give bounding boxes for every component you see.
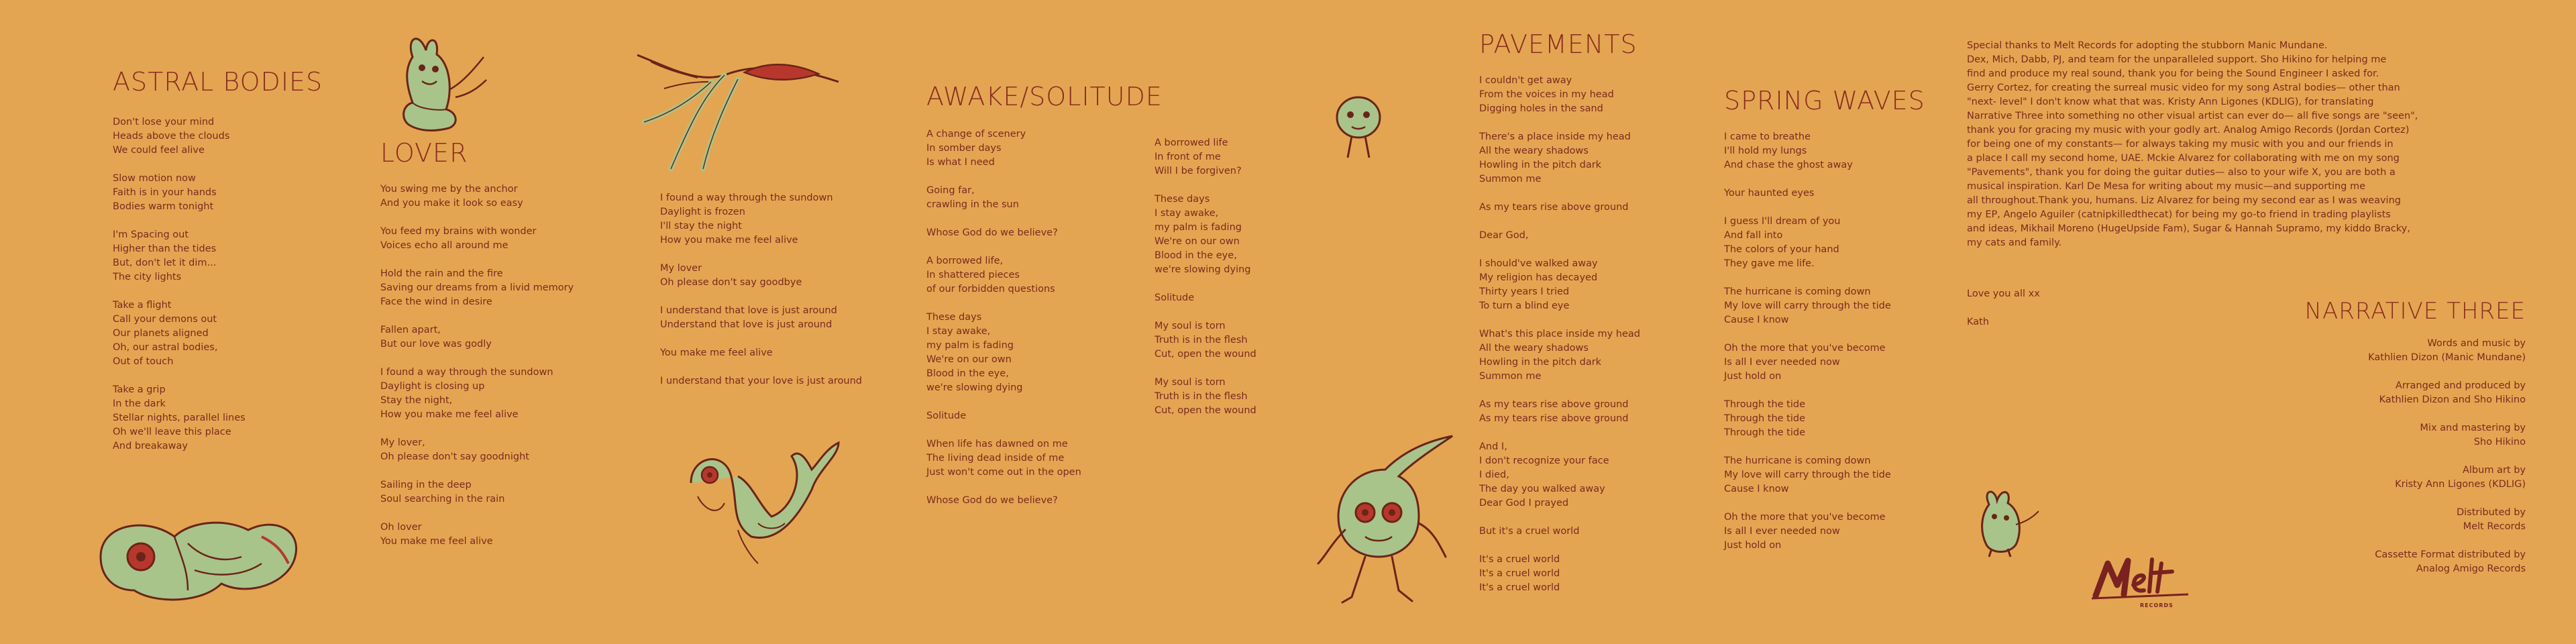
thanks-line: Dex, Mich, Dabb, PJ, and team for the unparalleled support. Sho Hikino for helping me [1967,54,2387,65]
lyric-line: Cause I know [1724,315,1789,325]
skull-creature-icon [1318,429,1466,610]
stanza [660,262,862,290]
thanks-line: find and produce my real sound, thank you for being the Sound Engineer I asked for. [1967,68,2379,79]
album-title: NARRATIVE THREE [2304,298,2526,325]
stanza [660,374,862,388]
lyric-line: Faith is in your hands [113,187,217,198]
lyric-line: But our love was godly [380,339,492,350]
stanza [1724,215,1925,271]
lyric-line: I came to breathe [1724,131,1811,142]
stanza [660,346,862,360]
lyric-line: The colors of your hand [1724,244,1839,255]
stanza [1479,201,1640,215]
lyric-line: My lover, [380,437,425,448]
lyric-line: Your haunted eyes [1724,188,1815,199]
lyric-line: I stay awake, [1155,208,1219,219]
stanza [113,115,323,158]
credit-name: Sho Hikino [2473,437,2526,447]
lyric-line: It's a cruel world [1479,582,1560,593]
lyric-line: And you make it look so easy [380,198,523,209]
stanza [380,182,574,211]
credit-role: Arranged and produced by [2395,380,2526,391]
lyric-line: I'll stay the night [660,221,742,231]
lyric-line: Whose God do we believe? [926,227,1058,238]
credit-name: Kathlien Dizon and Sho Hikino [2379,394,2526,405]
tangled-creature-icon [87,496,309,610]
stanza [113,172,323,214]
lyric-line: What's this place inside my head [1479,329,1640,339]
lyric-line: Will I be forgiven? [1155,166,1242,176]
lyric-line: And chase the ghost away [1724,160,1853,170]
lyric-line: I found a way through the sundown [660,193,833,203]
lyric-line: Our planets aligned [113,328,209,339]
lyrics-column [1155,136,1256,418]
lyric-line: Bodies warm tonight [113,201,214,212]
song-pavements [1479,30,1640,609]
lyric-line: These days [1155,194,1210,205]
thanks-line: a place I call my second home, UAE. Mckie Alvarez for collaborating with me on my song [1967,153,2400,164]
lyric-line: These days [926,312,982,323]
credit-entry [2305,506,2526,534]
stanza [1724,285,1925,327]
thanks-line: my cats and family. [1967,237,2062,248]
lyric-line: my palm is fading [926,340,1014,351]
stanza [1155,193,1256,277]
lyric-line: All the weary shadows [1479,146,1589,156]
lyric-line: I couldn't get away [1479,75,1572,86]
lyric-line: From the voices in my head [1479,89,1614,100]
lyric-line: Blood in the eye, [1155,250,1237,261]
lyric-line: Digging holes in the sand [1479,103,1603,114]
lyric-line: Take a flight [113,300,172,311]
thanks-line: "Pavements", thank you for doing the guitar duties— also to your wife X, you are both a [1967,167,2396,178]
song-lover [380,138,574,563]
stanza [1724,186,1925,201]
lyric-line: We're on our own [1155,236,1240,247]
stanza [380,478,574,506]
lyric-line: Thirty years I tried [1479,286,1570,297]
stanza [1155,376,1256,418]
lyric-line: My soul is torn [1155,377,1226,388]
thanks-line: my EP, Angelo Aguiler (catnipkilledthecat) for being my go-to friend in trading playlists [1967,209,2391,220]
stanza [113,299,323,369]
fish-creature-icon [678,436,845,570]
lyric-line: My religion has decayed [1479,272,1598,283]
credit-role: Distributed by [2456,507,2526,518]
lyric-line: Heads above the clouds [113,131,230,142]
lyric-line: Hold the rain and the fire [380,268,503,279]
stanza [113,383,323,453]
stanza [113,228,323,284]
stanza [1155,136,1256,178]
stanza [926,254,1163,297]
lyric-line: You swing me by the anchor [380,184,518,195]
lyric-line: Solitude [926,411,967,421]
song-title: AWAKE/SOLITUDE [926,82,1163,111]
logo-subtitle: RECORDS [2140,602,2174,608]
lyrics-column [1479,74,1640,595]
lyric-line: Blood in the eye, [926,368,1009,379]
credit-entry [2305,548,2526,576]
lyric-line: As my tears rise above ground [1479,399,1629,410]
stanza [926,311,1163,395]
thanks-line: Narrative Three into something no other visual artist can ever do— all five songs are "seen", [1967,111,2418,121]
stanza [926,184,1163,212]
stanza [1479,130,1640,186]
lyric-line: I understand that love is just around [660,305,837,316]
lyric-line: my palm is fading [1155,222,1242,233]
lyric-line: How you make me feel alive [660,235,798,246]
thanks-line: for being one of my constants— for always taking my music with you and our friends in [1967,139,2394,150]
lyric-line: How you make me feel alive [380,409,519,420]
lyric-line: Oh, our astral bodies, [113,342,218,353]
stanza [1479,525,1640,539]
credit-name: Analog Amigo Records [2416,564,2526,574]
stanza [380,436,574,464]
song-awake-solitude [926,82,1163,522]
lyric-line: crawling in the sun [926,199,1019,210]
credit-role: Album art by [2462,465,2526,476]
lyric-line: Is all I ever needed now [1724,357,1840,368]
lyric-line: Higher than the tides [113,244,217,254]
stanza [926,127,1163,170]
song-spring-waves [1724,86,1925,567]
lyric-line: Soul searching in the rain [380,494,505,504]
lyric-line: And I, [1479,441,1507,452]
lyric-line: In front of me [1155,152,1221,162]
lyric-line: A change of scenery [926,129,1026,140]
lyric-line: In shattered pieces [926,270,1020,280]
lyric-line: Slow motion now [113,173,196,184]
thanks-line: all throughout.Thank you, humans. Liz Alvarez for being my second ear as I was weaving [1967,195,2401,206]
thanks-line: thank you for gracing my music with your godly art. Analog Amigo Records (Jordan Cortez) [1967,125,2410,136]
lyric-line: Howling in the pitch dark [1479,160,1602,170]
lyric-line: I should've walked away [1479,258,1598,269]
lyrics-column [113,115,323,453]
lyric-line: Just hold on [1724,371,1782,382]
lyric-line: To turn a blind eye [1479,301,1570,311]
song-title: ASTRAL BODIES [113,67,323,97]
lyric-line: Howling in the pitch dark [1479,357,1602,368]
lyric-line: Cut, open the wound [1155,349,1256,360]
lyric-line: Understand that love is just around [660,319,833,330]
lyric-line: Summon me [1479,174,1542,184]
lyric-line: of our forbidden questions [926,284,1055,294]
lyric-line: And fall into [1724,230,1783,241]
lyric-line: Oh we'll leave this place [113,427,231,437]
lyrics-column [1724,130,1925,553]
lyric-line: Sailing in the deep [380,480,472,490]
lyric-line: we're slowing dying [1155,264,1251,275]
lyric-line: The day you walked away [1479,484,1605,494]
melt-records-logo [2088,554,2195,608]
lyric-line: Summon me [1479,371,1542,382]
lyric-line: Face the wind in desire [380,297,492,307]
lyric-line: You feed my brains with wonder [380,226,537,237]
lyric-line: My love will carry through the tide [1724,470,1891,480]
lyric-line: I died, [1479,470,1509,480]
credit-role: Words and music by [2427,338,2526,349]
lyric-line: Oh please don't say goodbye [660,277,802,288]
lyric-line: Cause I know [1724,484,1789,494]
lyric-line: Don't lose your mind [113,117,215,127]
lyric-line: Call your demons out [113,314,217,325]
lyric-line: Just won't come out in the open [926,467,1081,478]
stanza [660,191,862,248]
lyric-line: Take a grip [113,384,166,395]
stanza [1155,319,1256,362]
lyric-line: Stay the night, [380,395,453,406]
lyric-line: It's a cruel world [1479,568,1560,579]
thanks-line: and ideas, Mikhail Moreno (HugeUpside Fam), Sugar & Hannah Supramo, my kiddo Bracky, [1967,223,2410,234]
credit-entry [2305,421,2526,449]
song-astral-bodies [113,67,323,468]
lyric-line: You make me feel alive [660,347,773,358]
lyric-line: All the weary shadows [1479,343,1589,354]
stanza [1479,74,1640,116]
song-lover-col2 [660,191,862,402]
lyric-line: Dear God I prayed [1479,498,1569,508]
lyric-line: A borrowed life, [926,256,1004,266]
lyric-line: Going far, [926,185,975,196]
lyric-line: Oh please don't say goodnight [380,451,529,462]
stanza [380,267,574,309]
thanks-note [1967,39,2418,250]
lyric-line: Daylight is closing up [380,381,485,392]
lyric-line: Through the tide [1724,427,1805,438]
lyric-line: Through the tide [1724,399,1805,410]
lyric-line: My lover [660,263,702,274]
stanza [1479,327,1640,384]
lyric-line: Oh the more that you've become [1724,343,1886,354]
stanza [1724,511,1925,553]
stanza [380,366,574,422]
signoff-love: Love you all xx [1967,288,2040,299]
lyrics-column [660,191,862,388]
stanza [926,494,1163,508]
lyric-line: And breakaway [113,441,188,451]
credit-entry [2305,464,2526,492]
album-credits [2305,298,2526,590]
lyric-line: Whose God do we believe? [926,495,1058,506]
lyric-line: In somber days [926,143,1002,154]
lyric-line: I found a way through the sundown [380,367,553,378]
lyrics-column [926,127,1163,508]
lyric-line: The living dead inside of me [926,453,1065,464]
lyric-line: It's a cruel world [1479,554,1560,565]
song-title: PAVEMENTS [1479,30,1638,59]
lyric-line: As my tears rise above ground [1479,202,1629,213]
lyric-line: The city lights [113,272,182,282]
song-title: SPRING WAVES [1724,86,1925,115]
lyric-line: Is what I need [926,157,995,168]
lyric-line: we're slowing dying [926,382,1023,393]
lyric-line: I stay awake, [926,326,991,337]
thanks-line: musical inspiration. Karl De Mesa for writing about my music—and supporting me [1967,181,2366,192]
lyric-line: As my tears rise above ground [1479,413,1629,424]
lyric-line: We could feel alive [113,145,205,156]
credit-role: Cassette Format distributed by [2375,549,2526,560]
lyric-line: Truth is in the flesh [1155,335,1248,345]
lyric-line: You make me feel alive [380,536,493,547]
signoff [1967,287,2040,329]
stanza [1724,130,1925,172]
lyric-line: Solitude [1155,292,1195,303]
lyric-line: I don't recognize your face [1479,455,1609,466]
stanza [380,225,574,253]
credit-entry [2305,337,2526,365]
lyric-line: The hurricane is coming down [1724,455,1871,466]
round-creature-icon [1332,91,1385,164]
thanks-line: Special thanks to Melt Records for adopting the stubborn Manic Mundane. [1967,40,2328,51]
lyric-line: I'm Spacing out [113,229,189,240]
stanza [1155,291,1256,305]
stanza [1724,341,1925,384]
lyric-line: My soul is torn [1155,321,1226,331]
lyric-line: A borrowed life [1155,138,1228,148]
lyric-line: Truth is in the flesh [1155,391,1248,402]
lyric-line: The hurricane is coming down [1724,286,1871,297]
stanza [660,304,862,332]
credit-name: Kathlien Dizon (Manic Mundane) [2368,352,2526,363]
lyric-line: But it's a cruel world [1479,526,1580,537]
lyric-line: In the dark [113,398,166,409]
stanza [1479,257,1640,313]
lyric-line: My love will carry through the tide [1724,301,1891,311]
stanza [380,323,574,352]
lyric-line: Dear God, [1479,230,1529,241]
thanks-line: "next- level" I don't know what that was. Kristy Ann Ligones (KDLIG), for translating [1967,97,2374,107]
song-awake-solitude-col2 [1155,136,1256,432]
lyric-line: But, don't let it dim... [113,258,217,268]
lyrics-column [380,182,574,549]
lyric-line: There's a place inside my head [1479,131,1631,142]
lyric-line: They gave me life. [1724,258,1815,269]
credit-name: Kristy Ann Ligones (KDLIG) [2395,479,2526,490]
lyric-line: Oh lover [380,522,422,533]
lyric-line: We're on our own [926,354,1012,365]
lyric-line: Cut, open the wound [1155,405,1256,416]
credit-entry [2305,379,2526,407]
credit-role: Mix and mastering by [2420,423,2526,433]
lyric-line: Stellar nights, parallel lines [113,413,246,423]
lyric-line: When life has dawned on me [926,439,1068,449]
lyric-line: Fallen apart, [380,325,441,335]
small-rabbit-icon [1976,484,2043,558]
lyric-line: Voices echo all around me [380,240,508,251]
lyric-line: Out of touch [113,356,174,367]
lyric-line: Oh the more that you've become [1724,512,1886,523]
stanza [1724,454,1925,496]
lyric-line: I'll hold my lungs [1724,146,1807,156]
lyric-line: Just hold on [1724,540,1782,551]
lyric-line: I understand that your love is just around [660,376,863,386]
lyric-line: Daylight is frozen [660,207,745,217]
stanza [1479,440,1640,511]
stanza [1479,229,1640,243]
melt-logo-mark [2088,554,2195,608]
rabbit-creature-icon [392,30,493,138]
stanza [1479,553,1640,595]
feathered-plant-creature-icon [624,42,845,176]
lyric-line: Is all I ever needed now [1724,526,1840,537]
lyric-line: Saving our dreams from a livid memory [380,282,574,293]
stanza [1479,398,1640,426]
song-title: LOVER [380,138,468,168]
stanza [1724,398,1925,440]
lyric-line: I guess I'll dream of you [1724,216,1841,227]
stanza [926,409,1163,423]
credit-name: Melt Records [2463,521,2526,532]
stanza [926,226,1163,240]
lyric-line: Through the tide [1724,413,1805,424]
signoff-name: Kath [1967,317,1990,327]
thanks-line: Gerry Cortez, for creating the surreal music video for my song Astral bodies— other than [1967,83,2400,93]
stanza [380,521,574,549]
stanza [926,437,1163,480]
